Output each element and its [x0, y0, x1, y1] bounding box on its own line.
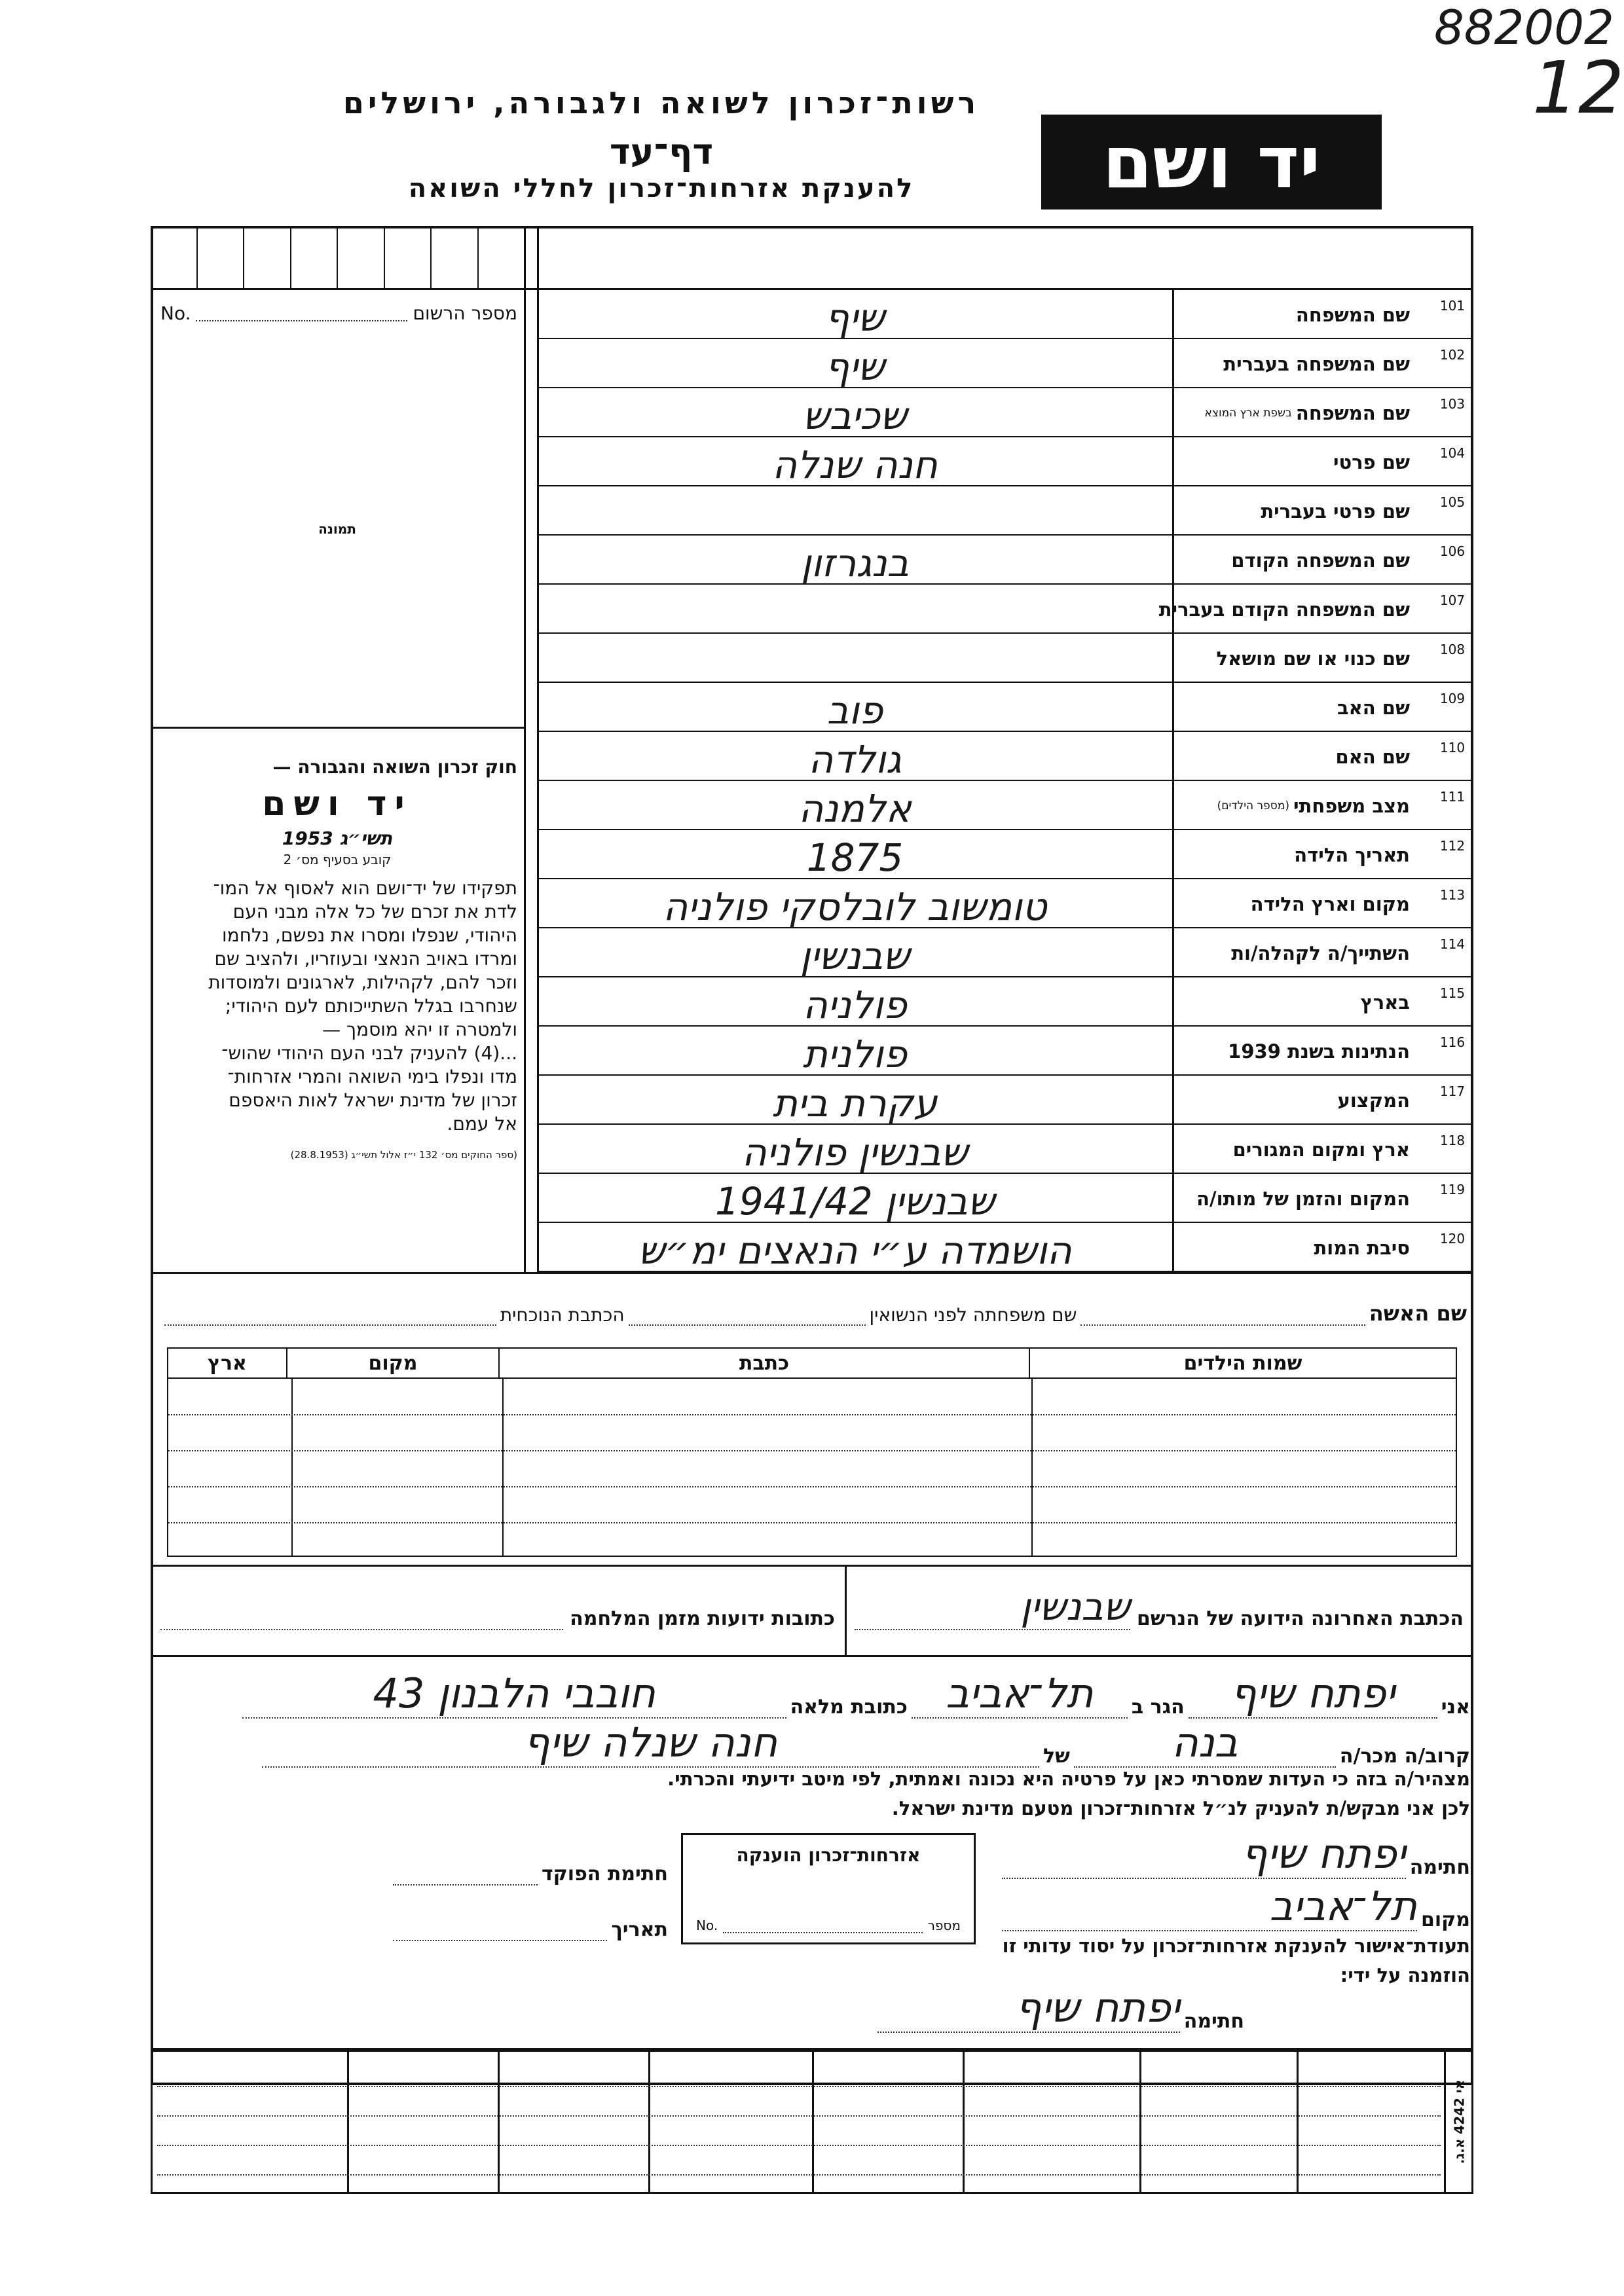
- office-row[interactable]: [157, 2086, 1441, 2087]
- law-year: תשי״ג 1953: [282, 828, 393, 849]
- field-number: 107: [1439, 592, 1466, 608]
- field-row-111: [539, 781, 1473, 830]
- of-label: של: [1043, 1745, 1070, 1768]
- officer-signature-label: חתימת הפוקד: [542, 1863, 668, 1886]
- field-label: סיבת המות: [1314, 1236, 1410, 1259]
- declaration-text: מצהיר/ה בזה כי העדות שמסרתי כאן על פרטיה היא נכונה ואמתית, לפי מיטב ידיעתי והכרתי.: [667, 1768, 1470, 1790]
- citizenship-granted-box: [681, 1833, 976, 1944]
- field-row-104: [539, 437, 1473, 486]
- field-value[interactable]: אלמנה: [798, 786, 912, 830]
- cert-signature-row: [877, 1984, 1244, 2033]
- field-row-105: [539, 486, 1473, 536]
- field-number: 110: [1439, 740, 1466, 756]
- certificate-text: תעודת־אישור להענקת אזרחות־זכרון על יסוד עדותי זו: [1002, 1935, 1470, 1957]
- field-number: 112: [1439, 838, 1466, 854]
- field-label: הנתינות בשנת 1939: [1228, 1040, 1410, 1063]
- field-value[interactable]: גולדה: [808, 737, 902, 781]
- signature-label: חתימה: [1409, 1856, 1470, 1879]
- law-line: לדת את זכרם של כל אלה מבני העם: [232, 901, 517, 922]
- last-address-row: [855, 1584, 1464, 1630]
- field-value[interactable]: פולניה: [802, 983, 908, 1027]
- field-value[interactable]: חנה שנלה: [772, 443, 938, 486]
- granted-no-he-label: מספר: [927, 1918, 961, 1933]
- law-line: תפקידו של יד־ושם הוא לאסוף אל המו־: [213, 877, 517, 899]
- ordered-by-text: הוזמנה על ידי:: [1340, 1964, 1470, 1986]
- field-value[interactable]: שכיבש: [802, 393, 908, 437]
- field-label: המקצוע: [1337, 1089, 1410, 1112]
- field-label: שם המשפחה: [1295, 303, 1410, 326]
- children-header-address: כתבת: [498, 1349, 1029, 1377]
- children-header-country: ארץ: [208, 1351, 247, 1375]
- law-reference: (ספר החוקים מס׳ 132 י״ז אלול תשי״ג (28.8.1953): [290, 1149, 517, 1161]
- field-number: 101: [1439, 298, 1466, 314]
- field-label: מצב משפחתי: [1293, 794, 1410, 817]
- field-number: 108: [1439, 642, 1466, 657]
- field-value[interactable]: הושמדה ע״י הנאצים ימ״ש: [638, 1228, 1072, 1272]
- children-header-place: מקום: [286, 1349, 498, 1377]
- archive-subnumber: 12: [1532, 46, 1624, 130]
- yad-vashem-logo: יד ושם: [1041, 115, 1382, 210]
- granted-no-input[interactable]: [723, 1918, 922, 1933]
- field-label: שם האם: [1335, 745, 1410, 768]
- law-line: מדו ונפלו בימי השואה והמרי אזרחות־: [227, 1066, 517, 1087]
- field-label: המקום והזמן של מותו/ה: [1196, 1187, 1410, 1210]
- photo-area[interactable]: [151, 331, 524, 727]
- children-row[interactable]: [168, 1522, 1456, 1523]
- office-row[interactable]: [157, 2115, 1441, 2117]
- form-title: דף־עד: [609, 131, 714, 172]
- resident-label: הגר ב: [1131, 1696, 1185, 1719]
- field-label: תאריך הלידה: [1294, 843, 1410, 866]
- officer-signature-input[interactable]: [393, 1884, 538, 1886]
- declarant-row: [242, 1669, 1470, 1719]
- children-row[interactable]: [168, 1414, 1456, 1415]
- office-use-grid: [151, 2050, 1473, 2194]
- reg-number-label: מספר הרשום: [413, 302, 517, 324]
- field-label: בארץ: [1360, 991, 1410, 1013]
- law-block: [157, 756, 517, 1161]
- field-label: שם המשפחה הקודם בעברית: [1158, 598, 1410, 621]
- relation-row: [262, 1719, 1470, 1768]
- law-line: שנחרבו בגלל השתייכותם לעם היהודי;: [225, 995, 517, 1017]
- wife-label: שם האשה: [1369, 1301, 1467, 1326]
- field-value[interactable]: [545, 585, 1164, 634]
- field-number: 116: [1439, 1034, 1466, 1050]
- field-value[interactable]: 1875: [806, 835, 904, 879]
- office-row[interactable]: [157, 2145, 1441, 2146]
- law-line: זכרון של מדינת ישראל לאות היאספם: [229, 1089, 517, 1111]
- law-text: [157, 877, 517, 1136]
- maiden-name-label: שם משפחתה לפני הנשואין: [869, 1304, 1077, 1326]
- children-row[interactable]: [168, 1450, 1456, 1451]
- law-line: ...(4) להעניק לבני העם היהודי שהוש־: [221, 1042, 517, 1064]
- granted-box-title: אזרחות־זכרון הוענקה: [736, 1844, 921, 1866]
- children-row[interactable]: [168, 1486, 1456, 1487]
- field-row-118: [539, 1125, 1473, 1174]
- children-table: [167, 1347, 1457, 1557]
- full-address-label: כתובת מלאה: [790, 1696, 908, 1719]
- field-value[interactable]: פוב: [826, 688, 883, 732]
- field-row-102: [539, 339, 1473, 388]
- field-row-103: [539, 388, 1473, 437]
- children-header-names: שמות הילדים: [1029, 1349, 1456, 1377]
- field-row-114: [539, 928, 1473, 977]
- wife-name-input[interactable]: [1080, 1324, 1365, 1326]
- relative-label: קרוב/ה מכר/ה: [1339, 1745, 1470, 1768]
- current-address-input[interactable]: [164, 1324, 496, 1326]
- field-label: ארץ ומקום המגורים: [1232, 1138, 1410, 1161]
- form-subtitle: להענקת אזרחות־זכרון לחללי השואה: [408, 173, 915, 204]
- law-line: ומרדו באויב הנאצי ובעוזריו, ולהציב שם: [214, 948, 517, 970]
- war-address-label: כתובות ידועות מזמן המלחמה: [570, 1607, 835, 1630]
- reg-digit-boxes[interactable]: [151, 226, 524, 288]
- field-value[interactable]: שבנשין פולניה: [741, 1130, 969, 1174]
- field-row-106: [539, 536, 1473, 585]
- archive-number: 882002: [1434, 0, 1614, 55]
- field-number: 120: [1439, 1231, 1466, 1247]
- field-value[interactable]: שבנשין 1941/42: [714, 1179, 995, 1223]
- field-label: מקום וארץ הלידה: [1250, 892, 1410, 915]
- reg-number-row[interactable]: [160, 300, 517, 326]
- field-row-113: [539, 879, 1473, 928]
- granted-no-label: No.: [696, 1918, 718, 1933]
- field-value[interactable]: עקרת בית: [772, 1081, 938, 1125]
- request-text: לכן אני מבקש/ת להעניק לנ״ל אזרחות־זכרון מטעם מדינת ישראל.: [891, 1797, 1470, 1819]
- wife-row: [160, 1293, 1467, 1326]
- maiden-name-input[interactable]: [629, 1324, 866, 1326]
- field-row-117: [539, 1076, 1473, 1125]
- field-number: 106: [1439, 543, 1466, 559]
- place-row: [1002, 1882, 1470, 1931]
- field-label: שם המשפחה הקודם: [1231, 549, 1410, 572]
- field-value[interactable]: שיף: [824, 344, 885, 388]
- law-name: יד ושם: [262, 784, 413, 824]
- field-label: שם כנוי או שם מושאל: [1216, 647, 1410, 670]
- i-label: אני: [1441, 1696, 1470, 1719]
- law-line: היהודי, שנפלו ומסרו את נפשם, נלחמו: [222, 924, 517, 946]
- field-value[interactable]: [545, 486, 1164, 536]
- field-row-115: [539, 977, 1473, 1027]
- field-value[interactable]: טומשוב לובלסקי פולניה: [663, 884, 1047, 928]
- field-value[interactable]: פולנית: [802, 1032, 908, 1076]
- law-line: אל עמם.: [447, 1113, 517, 1135]
- field-value[interactable]: שבנשין: [800, 934, 910, 977]
- field-row-120: [539, 1223, 1473, 1272]
- last-address-value[interactable]: שבנשין: [855, 1584, 1130, 1630]
- date-label: תאריך: [611, 1918, 668, 1941]
- date-input[interactable]: [393, 1940, 607, 1941]
- declarant-signature[interactable]: יפתח שיף: [1002, 1830, 1406, 1879]
- law-title: חוק זכרון השואה והגבורה —: [272, 756, 517, 778]
- field-row-110: [539, 732, 1473, 781]
- field-label: שם פרטי בעברית: [1261, 500, 1410, 522]
- field-number: 114: [1439, 936, 1466, 952]
- relative-of-name[interactable]: חנה שנלה שיף: [262, 1719, 1039, 1768]
- reg-no-input[interactable]: [196, 304, 407, 321]
- field-row-101: [539, 290, 1473, 339]
- cert-signature-label: חתימה: [1183, 2010, 1244, 2033]
- field-number: 105: [1439, 494, 1466, 510]
- last-address-label: הכתבת האחרונה הידועה של הנרשם: [1136, 1607, 1464, 1630]
- field-label-note: בשפת ארץ המוצא: [1204, 406, 1292, 420]
- law-line: ולמטרה זו יהא מוסמך —: [322, 1019, 517, 1040]
- organization-name: רשות־זכרון לשואה ולגבורה, ירושלים: [342, 85, 980, 120]
- current-address-label: הכתבת הנוכחית: [500, 1304, 625, 1326]
- field-row-108: [539, 634, 1473, 683]
- date-row: [393, 1902, 668, 1941]
- field-number: 103: [1439, 396, 1466, 412]
- field-number: 117: [1439, 1084, 1466, 1099]
- war-address-row: [160, 1591, 835, 1630]
- field-row-116: [539, 1027, 1473, 1076]
- field-label: השתייך/ה לקהלה/ות: [1231, 941, 1410, 964]
- field-number: 109: [1439, 691, 1466, 706]
- declarant-city[interactable]: תל־אביב: [912, 1669, 1128, 1719]
- law-clause: קובע בסעיף מס׳ 2: [283, 852, 392, 867]
- field-label-note: (מספר הילדים): [1217, 799, 1289, 812]
- field-number: 118: [1439, 1133, 1466, 1148]
- field-number: 102: [1439, 347, 1466, 363]
- law-line: וזכר להם, לקהילות, לארגונים ולמוסדות: [208, 972, 517, 993]
- declarant-name[interactable]: יפתח שיף: [1189, 1669, 1437, 1719]
- war-address-input[interactable]: [160, 1629, 563, 1630]
- field-row-109: [539, 683, 1473, 732]
- field-label: שם המשפחה: [1295, 401, 1410, 424]
- field-number: 113: [1439, 887, 1466, 903]
- field-label: שם האב: [1337, 696, 1410, 719]
- field-number: 104: [1439, 445, 1466, 461]
- declarant-address[interactable]: חובבי הלבנון 43: [242, 1669, 786, 1719]
- reg-no-label: No.: [160, 302, 191, 324]
- signature-row: [1002, 1830, 1470, 1879]
- form-code: אי 4242 א.ג.: [1451, 2079, 1467, 2164]
- field-row-112: [539, 830, 1473, 879]
- field-number: 119: [1439, 1182, 1466, 1197]
- field-row-119: [539, 1174, 1473, 1223]
- declarant-place[interactable]: תל־אביב: [1002, 1882, 1417, 1931]
- field-value[interactable]: שיף: [824, 295, 885, 339]
- field-number: 115: [1439, 985, 1466, 1001]
- field-number: 111: [1439, 789, 1466, 805]
- cert-signature[interactable]: יפתח שיף: [877, 1984, 1180, 2033]
- place-label: מקום: [1421, 1908, 1470, 1931]
- field-label: שם פרטי: [1333, 450, 1410, 473]
- relation-value[interactable]: בנה: [1074, 1719, 1336, 1768]
- field-value[interactable]: [545, 634, 1164, 683]
- field-value[interactable]: בנגרזון: [800, 541, 910, 585]
- field-label: שם המשפחה בעברית: [1223, 352, 1410, 375]
- officer-signature-row: [393, 1846, 668, 1886]
- field-row-107: [539, 585, 1473, 634]
- personal-fields: [539, 290, 1473, 1272]
- photo-label: תמונה: [318, 520, 356, 537]
- office-row[interactable]: [157, 2174, 1441, 2176]
